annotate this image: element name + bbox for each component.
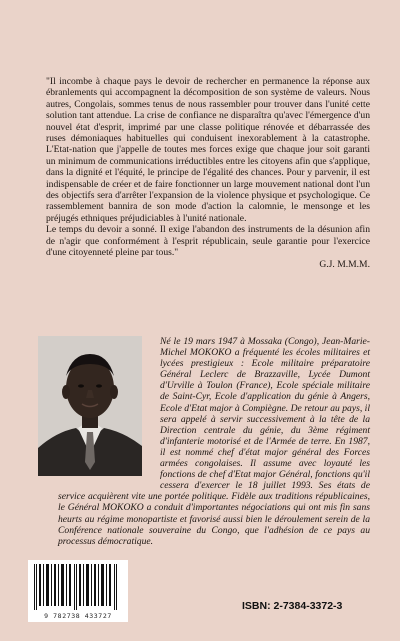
isbn-label: ISBN: 2-7384-3372-3 <box>242 600 343 612</box>
author-biography <box>58 336 370 547</box>
quote-paragraph: "Il incombe à chaque pays le devoir de rechercher en permanence la réponse aux ébranlements qui accompagnent la décomposition de son système de valeurs. Nous autres, Congolais, sommes tenus de nous rassembler pour trouver dans l'unité cette solution tant attendue. La crise de confiance ne disparaîtra qu'avec l'émergence d'un nouvel état d'esprit, imprimé par une classe politique rénovée et débarrassée des ruses démoniaques habituelles qui conduisent inexorablement à la catastrophe. L'Etat-nation que j'appelle de toutes mes forces exige que chaque jour soit garanti un minimum de communications irréductibles entre les citoyens afin que s'applique, dans la dignité et l'équité, le principe de l'égalité des chances. Pour y parvenir, il est indispensable de créer et de faire fonctionner un large mouvement national dont l'un des objectifs sera d'arrêter l'expansion de la violence physique et psychologique. Ce rassemblement bannira de son mode d'action la calomnie, le mensonge et les préjugés ethniques préjudiciables à l'unité nationale. <box>46 76 370 224</box>
quote-signature: G.J. M.M.M. <box>319 258 370 270</box>
biography-text: Né le 19 mars 1947 à Mossaka (Congo), Jean-Marie-Michel MOKOKO a fréquenté les écoles militaires et lycées prestigieux : Ecole militaire préparatoire Général Leclerc de Brazzaville, Lycée Dumont d'Urville à Toulon (France), Ecole spéciale militaire de Saint-Cyr, Ecole d'application du génie à Angers, Ecole d'Etat major à Compiègne. De retour au pays, il sera appelé à servir successivement à la tête de la Direction centrale du génie, du 3ème régiment d'infanterie motorisé et de l'Armée de terre. En 1987, il est nommé chef d'état major général des Forces armées congolaises. Il assume avec loyauté les fonctions de chef d'Etat major Général, fonctions qu'il cessera d'exercer le 18 juillet 1993. Ses états de service acquièrent vite une portée politique. Fidèle aux traditions républicaines, le Général MOKOKO a conduit d'importantes négociations qui ont mis fin sans heurts au régime monopartiste et favorisé aussi bien le déroulement serein de la Conférence nationale souveraine du Congo, que l'adhésion de ce pays au processus démocratique. <box>58 336 370 547</box>
barcode-number: 9 782738 433727 <box>44 612 112 620</box>
quote-paragraph: Le temps du devoir a sonné. Il exige l'abandon des instruments de la désunion afin de n'agir que conformément à l'esprit républicain, seule garantie pour l'exercice d'une citoyenneté pleine par tous." <box>46 224 370 259</box>
barcode-icon <box>28 560 128 612</box>
photo-spacer <box>58 336 154 484</box>
quote-block <box>46 76 370 270</box>
